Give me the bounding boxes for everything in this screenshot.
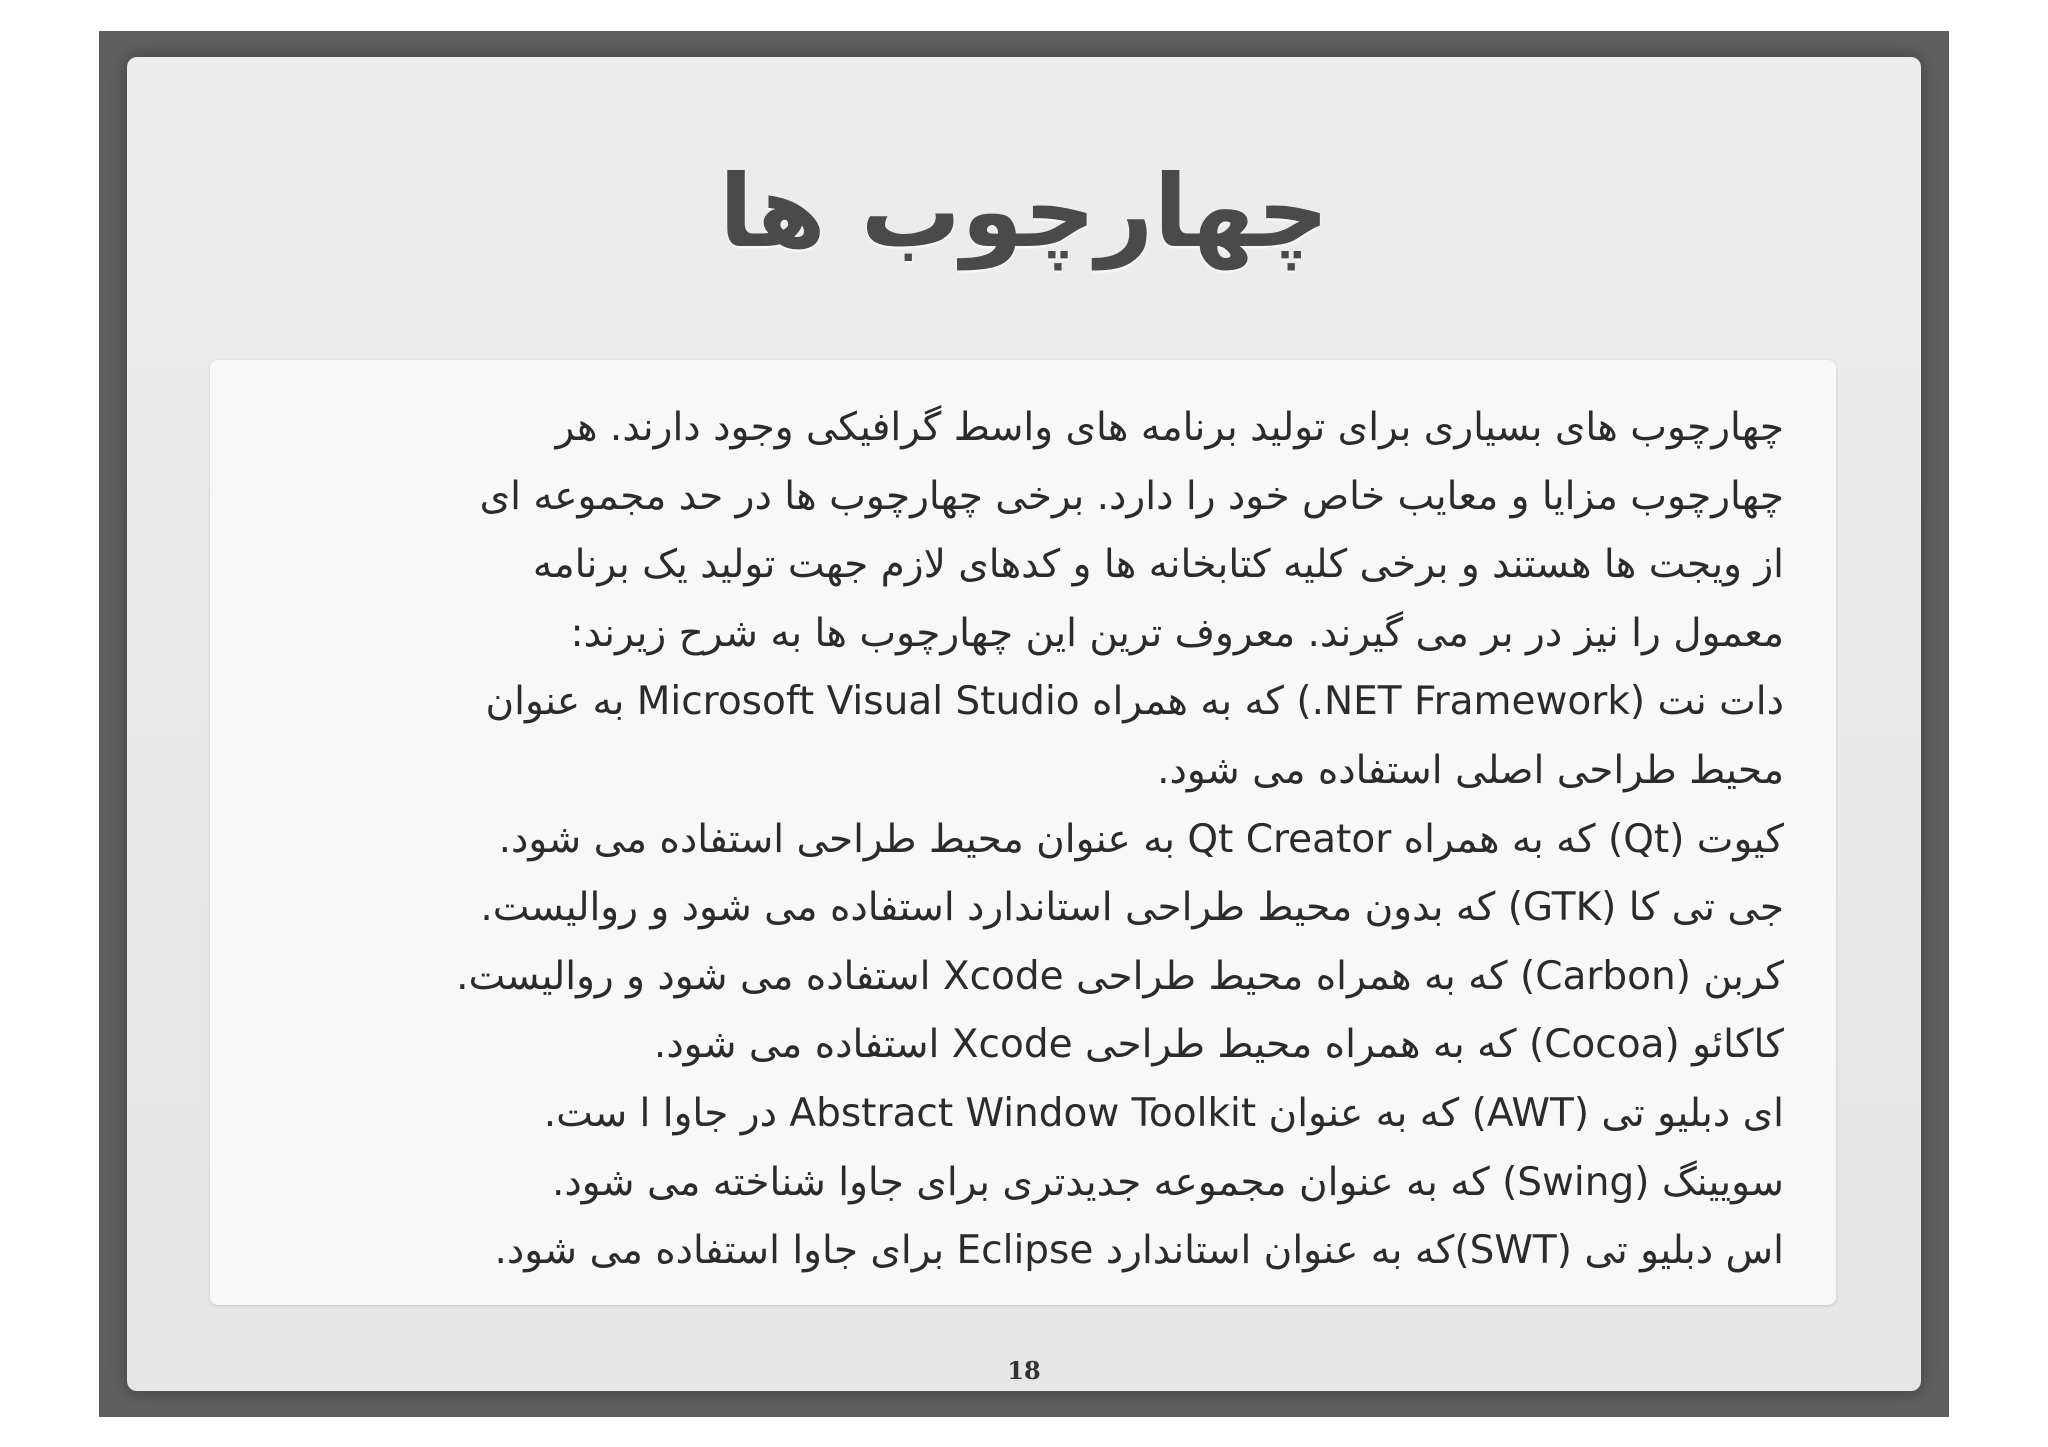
text-line: از ویجت ها هستند و برخی کلیه کتابخانه ها و کدهای لازم جهت تولید یک برنامه [532, 542, 1784, 588]
page-number: 18 [1007, 1356, 1041, 1385]
slide-title: چهارچوب ها [718, 153, 1330, 270]
content-box [210, 360, 1836, 1305]
text-line: چهارچوب های بسیاری برای تولید برنامه های واسط گرافیکی وجود دارند. هر [555, 405, 1784, 450]
text-line: جی تی کا (GTK) که بدون محیط طراحی استاندارد استفاده می شود و روالیست. [480, 885, 1784, 931]
text-line: چهارچوب مزایا و معایب خاص خود را دارد. برخی چهارچوب ها در حد مجموعه ای [479, 473, 1784, 519]
slide-frame [99, 31, 1949, 1417]
text-line: کربن (Carbon) که به همراه محیط طراحی Xcode استفاده می شود و روالیست. [456, 953, 1784, 999]
slide [127, 57, 1921, 1391]
text-line: کیوت (Qt) که به همراه Qt Creator به عنوان محیط طراحی استفاده می شود. [498, 816, 1784, 862]
text-line: معمول را نیز در بر می گیرند. معروف ترین این چهارچوب ها به شرح زیرند: [570, 610, 1784, 656]
text-line: دات نت (NET Framework.) که به همراه Microsoft Visual Studio به عنوان [485, 679, 1784, 725]
text-line: محیط طراحی اصلی استفاده می شود. [1157, 747, 1784, 793]
text-line: سویینگ (Swing) که به عنوان مجموعه جدیدتری برای جاوا شناخته می شود. [551, 1159, 1784, 1205]
text-line: اس دبلیو تی (SWT)که به عنوان استاندارد Eclipse برای جاوا استفاده می شود. [494, 1228, 1784, 1274]
body-text [262, 394, 1784, 1286]
text-line: ای دبلیو تی (AWT) که به عنوان Abstract Window Toolkit در جاوا ا ست. [543, 1090, 1784, 1136]
text-line: کاکائو (Cocoa) که به همراه محیط طراحی Xcode استفاده می شود. [653, 1022, 1784, 1068]
